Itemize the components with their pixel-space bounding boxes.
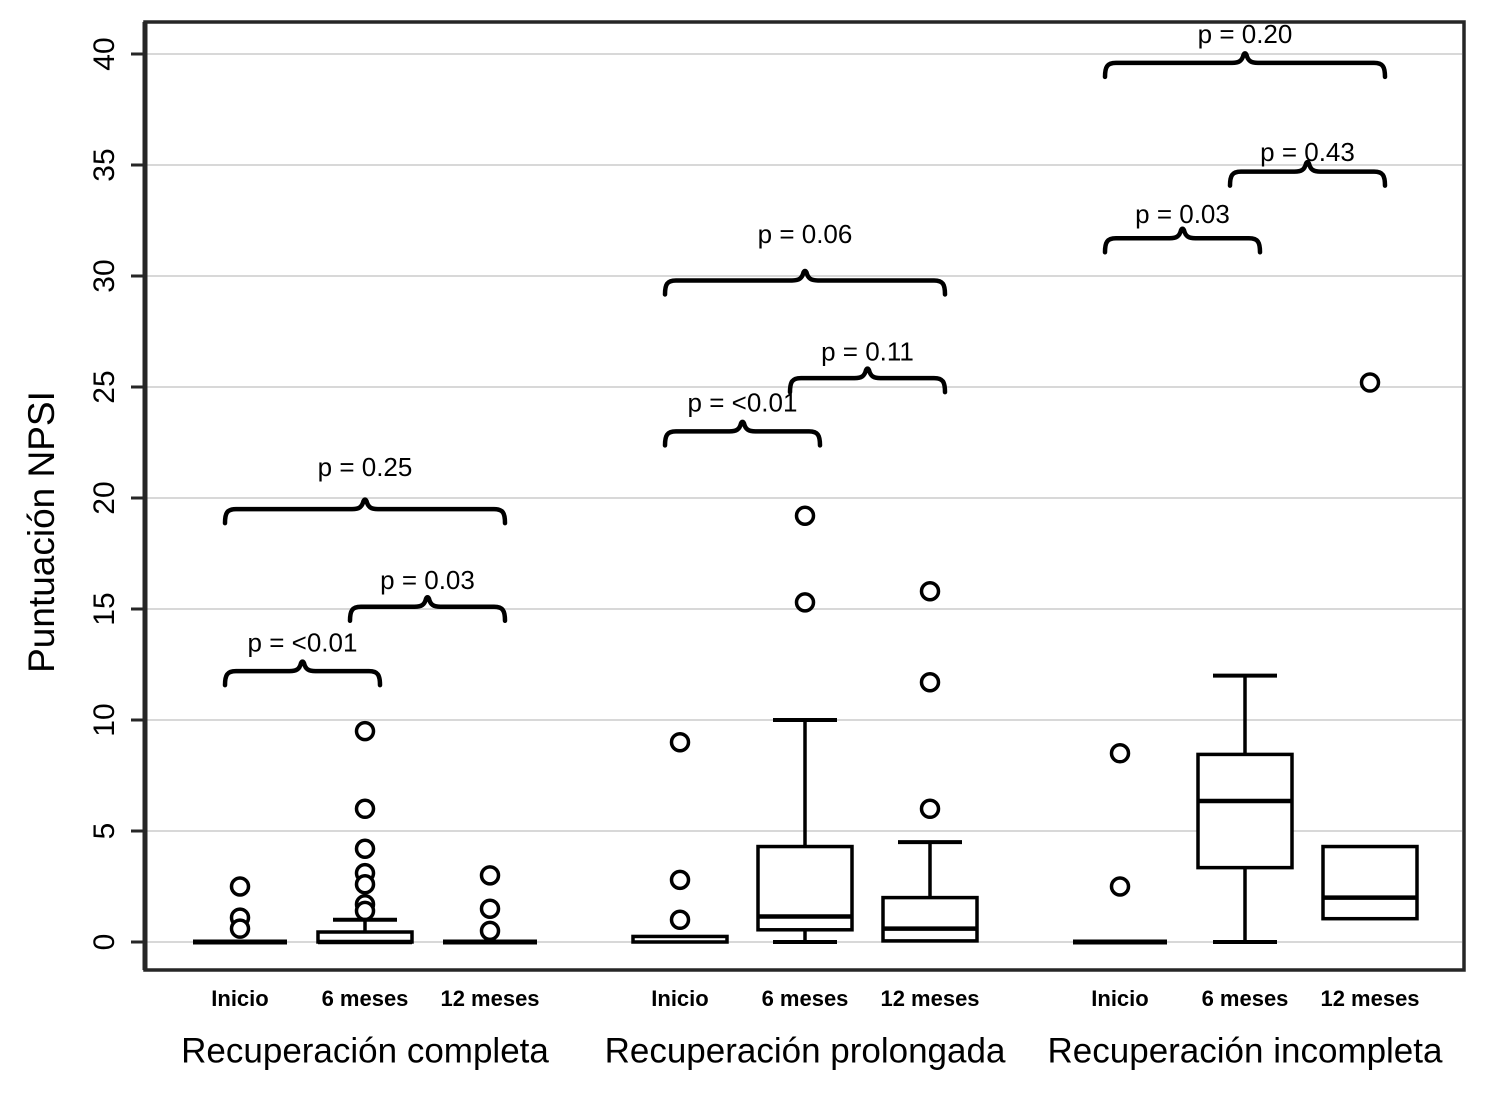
significance-bracket	[665, 422, 820, 446]
y-tick-label: 30	[87, 259, 121, 293]
outlier-point	[797, 594, 814, 611]
y-axis	[88, 37, 146, 950]
boxplot-g3-2	[1323, 374, 1417, 919]
outlier-point	[357, 800, 374, 817]
outlier-point	[232, 920, 249, 937]
x-axis-labels	[181, 986, 1443, 1070]
boxplot-g3-1	[1198, 676, 1292, 942]
boxplot-g2-1	[758, 507, 852, 942]
outlier-point	[482, 922, 499, 939]
outlier-point	[232, 878, 249, 895]
significance-brackets	[225, 19, 1385, 685]
x-tick-label: 6 meses	[1201, 985, 1289, 1011]
significance-bracket	[665, 271, 945, 295]
boxplot-g2-0	[633, 734, 727, 942]
group-label: Recuperación completa	[181, 1031, 549, 1071]
x-tick-label: 12 meses	[880, 985, 980, 1011]
boxplot-g3-0	[1073, 745, 1167, 942]
y-tick-label: 35	[87, 148, 121, 182]
group-label: Recuperación prolongada	[604, 1031, 1006, 1071]
significance-bracket	[225, 662, 380, 686]
outlier-point	[357, 840, 374, 857]
p-value-label: p = <0.01	[247, 627, 358, 658]
box	[633, 936, 727, 942]
outlier-point	[357, 723, 374, 740]
p-value-label: p = 0.43	[1260, 136, 1355, 167]
outlier-point	[1362, 374, 1379, 391]
outlier-point	[672, 911, 689, 928]
p-value-label: p = 0.11	[821, 336, 914, 367]
x-tick-label: Inicio	[651, 985, 709, 1011]
y-axis-title: Puntuación NPSI	[20, 391, 62, 673]
x-tick-label: 12 meses	[1320, 985, 1420, 1011]
x-tick-label: 6 meses	[321, 985, 409, 1011]
boxplot-g1-1	[318, 723, 412, 942]
p-value-label: p = 0.25	[317, 452, 413, 483]
y-tick-label: 20	[87, 481, 121, 515]
p-value-label: p = 0.03	[380, 565, 475, 596]
y-tick-label: 10	[87, 703, 121, 737]
x-tick-label: Inicio	[211, 985, 269, 1011]
p-value-label: p = 0.06	[757, 218, 853, 249]
outlier-point	[1112, 745, 1129, 762]
significance-bracket	[1105, 229, 1260, 253]
outlier-point	[922, 800, 939, 817]
significance-bracket	[225, 500, 505, 523]
y-tick-label: 40	[87, 37, 121, 71]
boxplot-g1-2	[443, 867, 537, 942]
outlier-point	[922, 674, 939, 691]
x-tick-label: 12 meses	[440, 985, 540, 1011]
box	[883, 898, 977, 941]
outlier-point	[482, 900, 499, 917]
outlier-point	[672, 871, 689, 888]
box	[1198, 754, 1292, 867]
outlier-point	[672, 734, 689, 751]
boxplot-g2-2	[883, 583, 977, 941]
outlier-point	[357, 876, 374, 893]
p-value-label: p = <0.01	[687, 387, 798, 418]
boxplot-g1-0	[193, 878, 287, 942]
significance-bracket	[790, 369, 945, 393]
y-tick-label: 0	[87, 933, 121, 951]
outlier-point	[1112, 878, 1129, 895]
group-label: Recuperación incompleta	[1047, 1031, 1443, 1071]
significance-bracket	[1105, 53, 1385, 76]
p-value-label: p = 0.20	[1197, 19, 1293, 50]
outlier-point	[797, 507, 814, 524]
y-tick-label: 5	[87, 822, 121, 840]
outlier-point	[357, 902, 374, 919]
x-tick-label: 6 meses	[761, 985, 849, 1011]
y-tick-label: 25	[87, 370, 121, 404]
p-value-label: p = 0.03	[1135, 198, 1230, 229]
outlier-point	[922, 583, 939, 600]
box	[1323, 847, 1417, 919]
outlier-point	[482, 867, 499, 884]
x-tick-label: Inicio	[1091, 985, 1149, 1011]
y-tick-label: 15	[87, 592, 121, 626]
